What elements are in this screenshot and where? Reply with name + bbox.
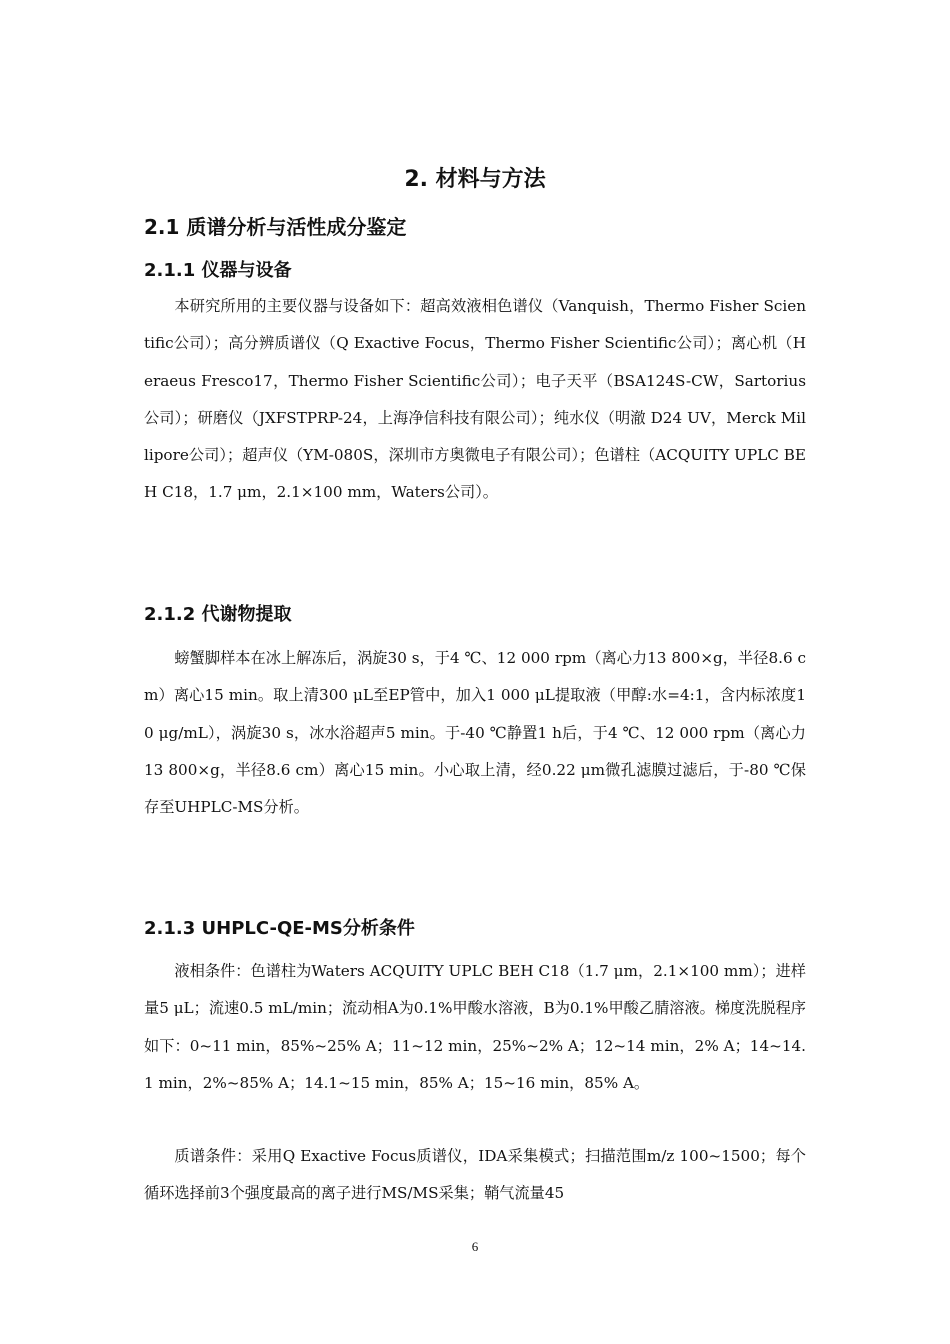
section-heading-2-1: 2.1 质谱分析与活性成分鉴定: [144, 215, 407, 239]
paragraph-instruments: 本研究所用的主要仪器与设备如下：超高效液相色谱仪（Vanquish，Thermo Fisher Scientific公司）；高分辨质谱仪（Q Exactive Focus，Thermo Fisher Scientific公司）；离心机（Heraeus Fresco17，Thermo Fisher Scientific公司）；电子天平（BSA124S-CW，Sartorius公司）；研磨仪（JXFSTPRP-24，上海净信科技有限公司）；纯水仪（明澈 D24 UV，Merck Millipore公司）；超声仪（YM-080S，深圳市方奥微电子有限公司）；色谱柱（ACQUITY UPLC BEH C18，1.7 μm，2.1×100 mm，Waters公司）。: [144, 297, 806, 502]
section-heading-2-1-1: 2.1.1 仪器与设备: [144, 260, 292, 281]
page-number: 6: [471, 1239, 479, 1254]
paragraph-ms-conditions: 质谱条件：采用Q Exactive Focus质谱仪，IDA采集模式；扫描范围m/z 100~1500；每个循环选择前3个强度最高的离子进行MS/MS采集；鞘气流量45: [144, 1147, 806, 1203]
section-heading-2-1-3: 2.1.3 UHPLC-QE-MS分析条件: [144, 918, 415, 939]
chapter-title: 2. 材料与方法: [404, 167, 546, 192]
section-heading-2-1-2: 2.1.2 代谢物提取: [144, 604, 292, 625]
paragraph-lc-conditions: 液相条件：色谱柱为Waters ACQUITY UPLC BEH C18（1.7 μm，2.1×100 mm）；进样量5 μL；流速0.5 mL/min；流动相A为0.1%甲酸水溶液，B为0.1%甲酸乙腈溶液。梯度洗脱程序如下：0~11 min，85%~25% A；11~12 min，25%~2% A；12~14 min，2% A；14~14.1 min，2%~85% A；14.1~15 min，85% A；15~16 min，85% A。: [144, 962, 806, 1092]
paragraph-extraction: 螃蟹脚样本在冰上解冻后，涡旋30 s，于4 ℃、12 000 rpm（离心力13 800×g，半径8.6 cm）离心15 min。取上清300 μL至EP管中，加入1 000 μL提取液（甲醇:水=4:1，含内标浓度10 μg/mL），涡旋30 s，冰水浴超声5 min。于-40 ℃静置1 h后，于4 ℃、12 000 rpm（离心力13 800×g，半径8.6 cm）离心15 min。小心取上清，经0.22 μm微孔滤膜过滤后，于-80 ℃保存至UHPLC-MS分析。: [144, 649, 806, 817]
